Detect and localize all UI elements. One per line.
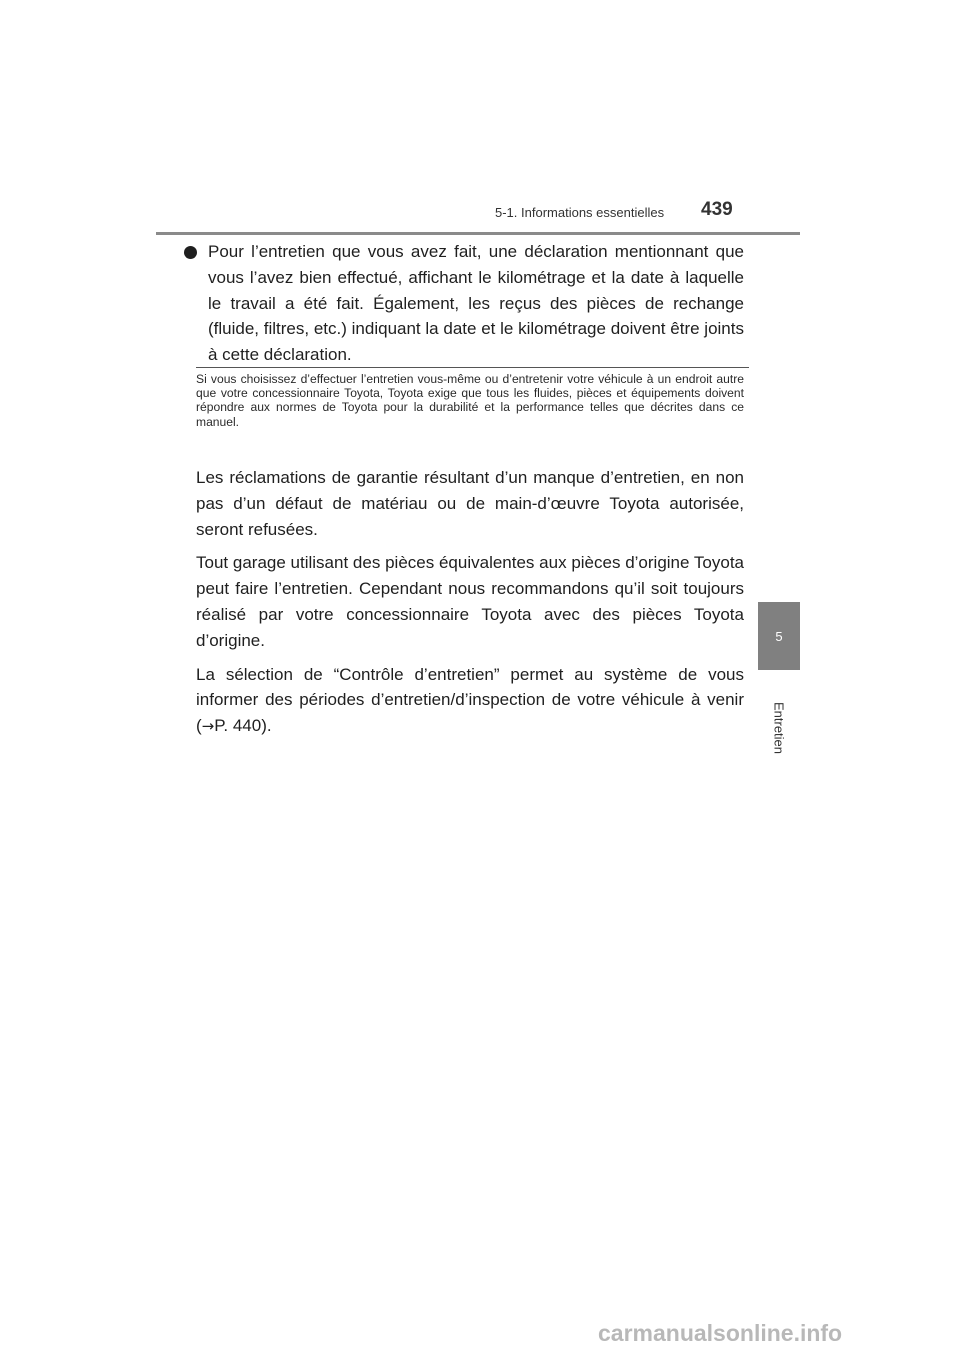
paragraph-warranty: Les réclamations de garantie résultant d’un manque d’entretien, en non pas d’un défaut de matériau ou de main-d’œuvre Toyota autorisée, seront refusées. bbox=[196, 468, 744, 539]
chapter-label: Entretien bbox=[771, 701, 787, 755]
header-divider bbox=[156, 232, 800, 235]
bullet-dot-icon bbox=[184, 246, 197, 259]
page-reference-link[interactable]: P. 440 bbox=[214, 716, 262, 736]
body-text bbox=[196, 465, 744, 748]
note-text: Si vous choisissez d’effectuer l’entretien vous-même ou d’entretenir votre véhicule à un endroit autre que votre concessionnaire Toyota, Toyota exige que tous les fluides, pièces et équipements doivent répondre aux normes de Toyota pour la durabilité et la performance telles que décrites dans ce manuel. bbox=[196, 372, 744, 429]
paragraph-text: La sélection de “Contrôle d’entretien” permet au système de vous informer des périodes d’entretien/d’inspection de votre véhicule à venir ( bbox=[196, 664, 744, 736]
bullet-item bbox=[208, 239, 744, 368]
bullet-text: Pour l’entretien que vous avez fait, une déclaration mentionnant que vous l’avez bien effectué, affichant le kilométrage et la date à laquelle le travail a été fait. Également, les reçus des pièces de rechange (fluide, filtres, etc.) indiquant la date et le kilométrage doivent être joints à cette déclaration. bbox=[208, 242, 744, 365]
paragraph-text-end: ). bbox=[261, 716, 272, 736]
reference-arrow-icon: → bbox=[201, 717, 215, 736]
section-title: 5-1. Informations essentielles bbox=[495, 205, 665, 220]
page-number: 439 bbox=[701, 199, 733, 220]
watermark: carmanualsonline.info bbox=[598, 1320, 843, 1346]
chapter-tab bbox=[758, 602, 800, 670]
paragraph-garage: Tout garage utilisant des pièces équivalentes aux pièces d’origine Toyota peut faire l’entretien. Cependant nous recommandons qu’il soit toujours réalisé par votre concessionnaire Toyota avec des pièces Toyota d’origine. bbox=[196, 553, 744, 650]
note-divider bbox=[196, 367, 749, 368]
paragraph-maintenance-check bbox=[196, 662, 744, 740]
chapter-number: 5 bbox=[775, 628, 783, 644]
